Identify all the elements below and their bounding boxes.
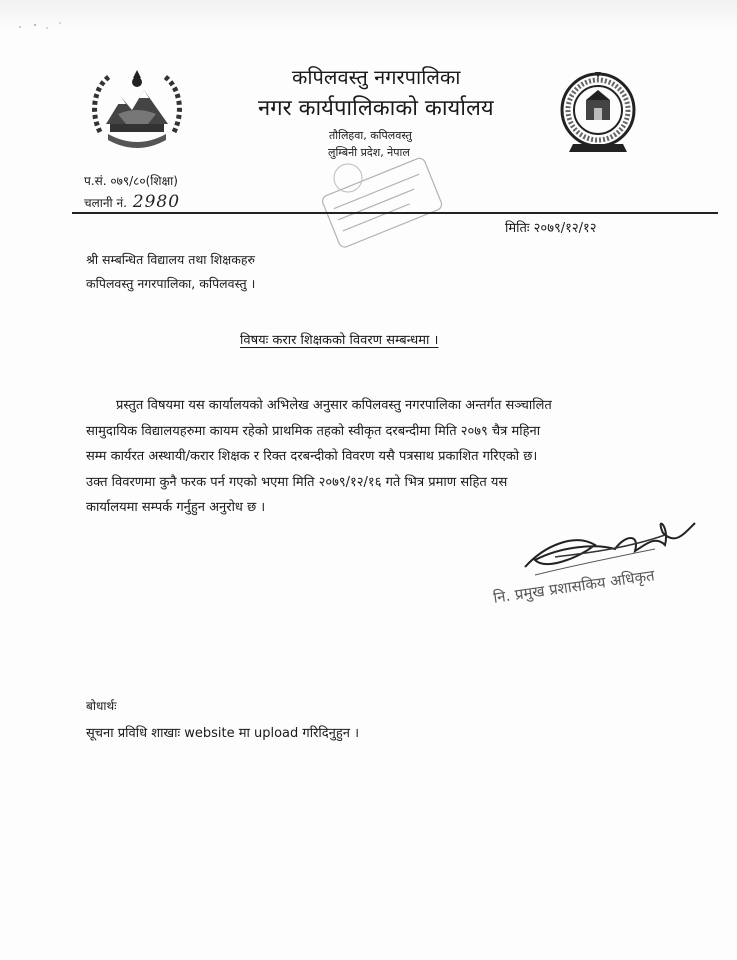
cc-line: सूचना प्रविधि शाखाः website मा upload गरिदिनुहुन । (86, 726, 360, 741)
header-divider (72, 212, 718, 214)
office-title: नगर कार्यपालिकाको कार्यालय (258, 96, 494, 121)
letter-subject: विषयः करार शिक्षकको विवरण सम्बन्धमा । (240, 333, 439, 348)
signatory-designation: नि. प्रमुख प्रशासकिय अधिकृत (492, 566, 656, 607)
address-line-1: तौलिहवा, कपिलवस्तु (329, 129, 412, 142)
body-line: सामुदायिक विद्यालयहरुमा कायम रहेको प्राथमिक तहको स्वीकृत दरबन्दीमा मिति २०७९ चैत्र महिना (86, 423, 541, 439)
nepal-government-emblem-icon (88, 62, 186, 158)
letter-date: मितिः २०७९/१२/१२ (505, 221, 597, 236)
dispatch-label: चलानी नं. (84, 196, 127, 210)
body-line: कार्यालयमा सम्पर्क गर्नुहुन अनुरोध छ । (86, 500, 266, 515)
body-line: सम्म कार्यरत अस्थायी/करार शिक्षक र रिक्त दरबन्दीको विवरण यसै पत्रसाथ प्रकाशित गरिएको छ। (86, 449, 538, 464)
scan-shadow (0, 0, 737, 30)
cc-label: बोधार्थः (86, 699, 117, 713)
scan-artifact (15, 15, 75, 35)
body-line: उक्त विवरणमा कुनै फरक पर्न गएको भएमा मिति २०७९/१२/१६ गते भित्र प्रमाण सहित यस (86, 474, 508, 490)
address-line-2: लुम्बिनी प्रदेश, नेपाल (328, 146, 410, 159)
office-rubber-stamp (318, 150, 448, 260)
body-line: प्रस्तुत विषयमा यस कार्यालयको अभिलेख अनुसार कपिलवस्तु नगरपालिका अन्तर्गत सञ्चालित (116, 398, 552, 413)
letter-body (86, 393, 656, 521)
recipient-line-2: कपिलवस्तु नगरपालिका, कपिलवस्तु । (86, 276, 256, 291)
dispatch-number (84, 192, 180, 212)
dispatch-value: 2980 (132, 192, 181, 212)
recipient-line-1: श्री सम्बन्धित विद्यालय तथा शिक्षकहरु (86, 252, 255, 267)
municipality-name: कपिलवस्तु नगरपालिका (292, 65, 461, 89)
reference-number: प.सं. ०७९/८०(शिक्षा) (84, 174, 178, 188)
kapilvastu-municipality-seal-icon (555, 70, 641, 158)
